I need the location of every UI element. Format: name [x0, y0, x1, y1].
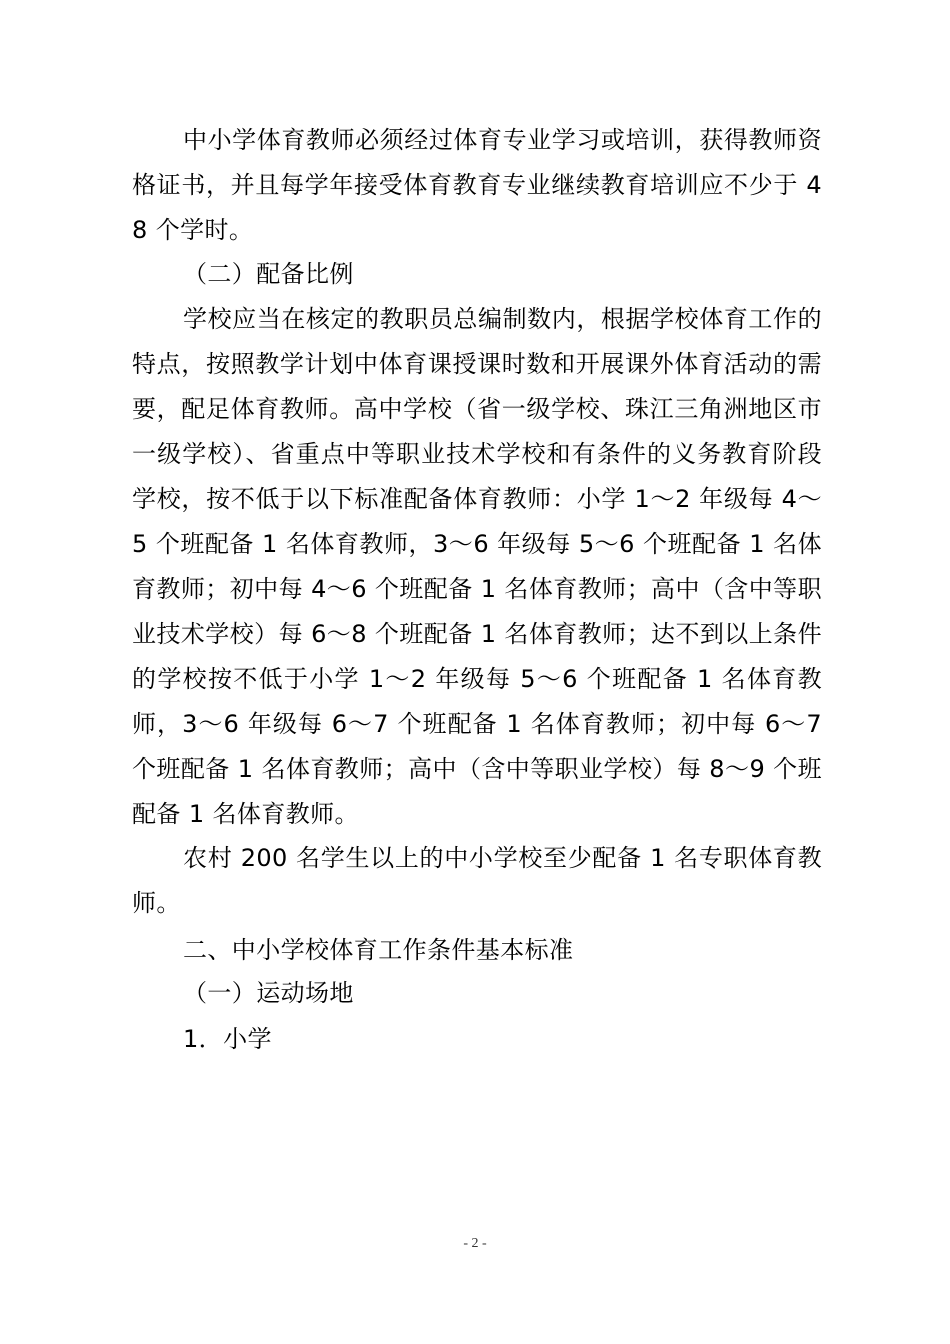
heading-section-two: 二、中小学校体育工作条件基本标准 [183, 936, 574, 964]
heading-primary-school: 1．小学 [183, 1025, 272, 1053]
paragraph-teacher-qualification: 中小学体育教师必须经过体育专业学习或培训，获得教师资格证书，并且每学年接受体育教育专业继续教育培训应不少于 48 个学时。 [132, 126, 822, 244]
heading-staffing-ratio: （二）配备比例 [183, 260, 354, 288]
page-number: - 2 - [463, 1236, 487, 1251]
paragraph-staffing-ratio: 学校应当在核定的教职员总编制数内，根据学校体育工作的特点，按照教学计划中体育课授课时数和开展课外体育活动的需要，配足体育教师。高中学校（省一级学校、珠江三角洲地区市一级学校）、省重点中等职业技术学校和有条件的义务教育阶段学校，按不低于以下标准配备体育教师：小学 1～2 年级每 4～5 个班配备 1 名体育教师，3～6 年级每 5～6 个班配备 1 名体育教师；初中每 4～6 个班配备 1 名体育教师；高中（含中等职业技术学校）每 6～8 个班配备 1 名体育教师；达不到以上条件的学校按不低于小学 1～2 年级每 5～6 个班配备 1 名体育教师，3～6 年级每 6～7 个班配备 1 名体育教师；初中每 6～7 个班配备 1 名体育教师；高中（含中等职业学校）每 8～9 个班配备 1 名体育教师。 [132, 305, 822, 828]
paragraph-rural-schools: 农村 200 名学生以上的中小学校至少配备 1 名专职体育教师。 [132, 844, 822, 917]
heading-sports-grounds: （一）运动场地 [183, 979, 354, 1007]
